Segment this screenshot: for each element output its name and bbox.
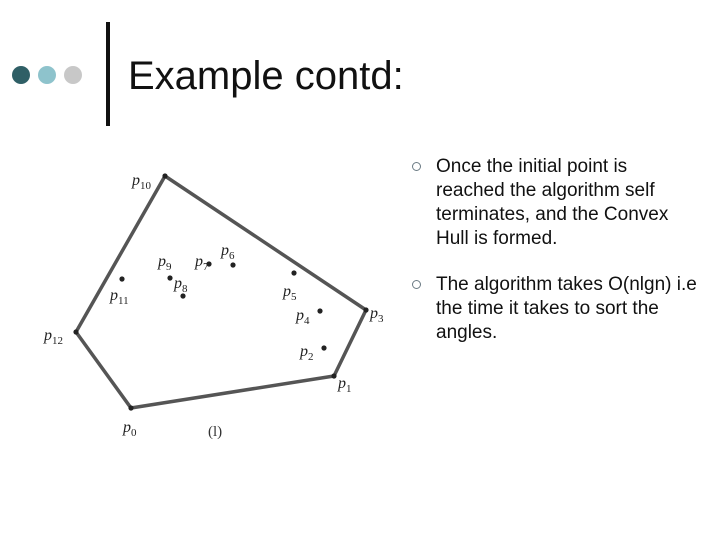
point-label-p2: $p_2$ xyxy=(300,343,314,363)
slide-title: Example contd: xyxy=(128,54,404,98)
point-p0 xyxy=(128,405,133,410)
bullet-text: Once the initial point is reached the algorithm self terminates, and the Convex Hull is formed. xyxy=(436,156,669,249)
point-p5 xyxy=(291,270,296,275)
point-label-p10: $p_{10}$ xyxy=(132,172,151,192)
bullet-list xyxy=(410,155,700,367)
point-p3 xyxy=(363,307,368,312)
point-label-p3: $p_3$ xyxy=(370,305,384,325)
point-p9 xyxy=(167,275,172,280)
title-divider xyxy=(106,22,110,126)
point-label-p9: $p_9$ xyxy=(158,253,172,273)
point-p1 xyxy=(331,373,336,378)
bullet-item xyxy=(410,273,700,345)
point-label-p5: $p_5$ xyxy=(283,283,297,303)
bullet-text: The algorithm takes O(nlgn) i.e the time it takes to sort the angles. xyxy=(436,274,697,343)
decor-dot-1 xyxy=(12,66,30,84)
point-p2 xyxy=(321,345,326,350)
convex-hull-diagram xyxy=(28,140,388,450)
point-p12 xyxy=(73,329,78,334)
point-label-p0: $p_0$ xyxy=(123,419,137,439)
decor-dot-2 xyxy=(38,66,56,84)
point-p11 xyxy=(119,276,124,281)
point-label-p8: $p_8$ xyxy=(174,275,188,295)
title-dots xyxy=(12,66,102,86)
bullet-circle-icon xyxy=(412,280,421,289)
point-label-p12: $p_{12}$ xyxy=(44,327,63,347)
hull-polygon xyxy=(76,176,366,408)
decor-dot-3 xyxy=(64,66,82,84)
point-label-p6: $p_6$ xyxy=(221,242,235,262)
bullet-item xyxy=(410,155,700,251)
bullet-circle-icon xyxy=(412,162,421,171)
point-p4 xyxy=(317,308,322,313)
point-label-p1: $p_1$ xyxy=(338,375,352,395)
figure-caption: (l) xyxy=(208,424,223,440)
point-p10 xyxy=(162,173,167,178)
point-p6 xyxy=(230,262,235,267)
convex-hull-figure xyxy=(28,140,388,450)
point-label-p7: $p_7$ xyxy=(195,253,209,273)
point-label-p4: $p_4$ xyxy=(296,307,310,327)
point-label-p11: $p_{11}$ xyxy=(110,287,129,307)
